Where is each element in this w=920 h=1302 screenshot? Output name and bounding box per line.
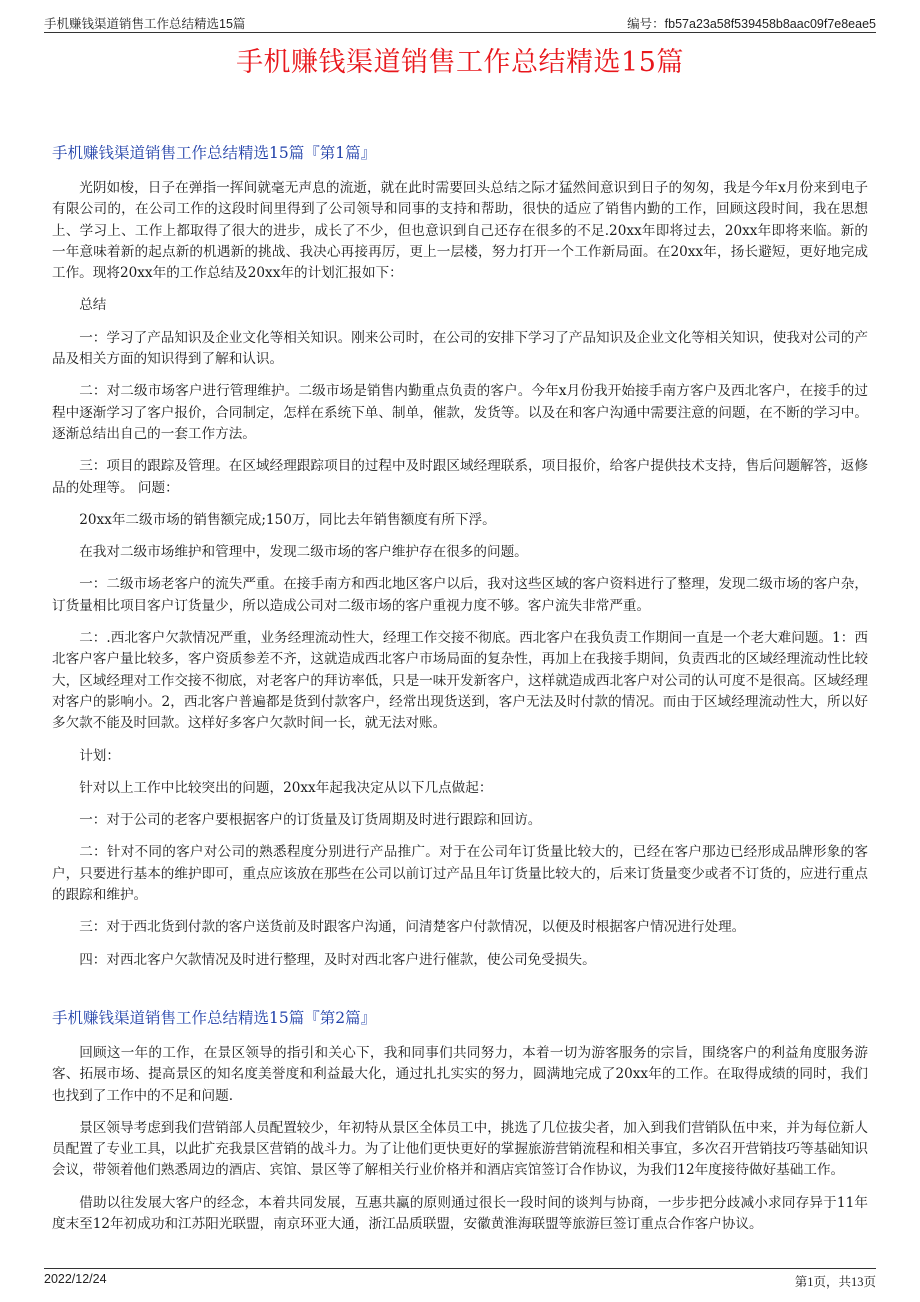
- paragraph: 景区领导考虑到我们营销部人员配置较少，年初特从景区全体员工中，挑选了几位拔尖者，加入到我们营销队伍中来，并为每位新人员配置了专业工具，以此扩充我景区营销的战斗力。为了让他们更快更好的掌握旅游营销流程和相关事宜，多次召开营销技巧等基础知识会议，带领着他们熟悉周边的酒店、宾馆、景区等了解相关行业价格并和酒店宾馆签订合作协议，为我们12年度接待做好基础工作。: [52, 1119, 868, 1179]
- paragraph: 针对以上工作中比较突出的问题，20xx年起我决定从以下几点做起：: [79, 779, 493, 796]
- paragraph: 二：.西北客户欠款情况严重，业务经理流动性大，经理工作交接不彻底。西北客户在我负责工作期间一直是一个老大难问题。1：西北客户客户量比较多，客户资质参差不齐，这就造成西北客户市场局面的复杂性，再加上在我接手期间，负责西北的区域经理流动性比较大，区域经理对工作交接不彻底，对老客户的拜访率低，只是一味开发新客户，这样就造成西北客户对公司的认可度不是很高。区域经理对客户的影响小。2，西北客户普遍都是货到付款客户，经常出现货送到，客户无法及时付款的情况。而由于区域经理流动性大，所以好多欠款不能及时回款。这样好多客户欠款时间一长，就无法对账。: [52, 630, 868, 732]
- document-title: 手机赚钱渠道销售工作总结精选15篇: [236, 47, 684, 78]
- paragraph: 二：针对不同的客户对公司的熟悉程度分别进行产品推广。对于在公司年订货量比较大的，已经在客户那边已经形成品牌形象的客户，只要进行基本的维护即可，重点应该放在那些在公司以前订过产品且年订货量比较大的，后来订货量变少或者不订货的，应进行重点的跟踪和维护。: [52, 844, 868, 904]
- section-2-body: [52, 1043, 868, 1235]
- paragraph: 计划：: [79, 747, 120, 764]
- header-doc-title: 手机赚钱渠道销售工作总结精选15篇: [44, 17, 246, 31]
- paragraph: 20xx年二级市场的销售额完成;150万，同比去年销售额度有所下浮。: [79, 511, 496, 528]
- page-header: [44, 12, 876, 33]
- footer-page-number: 第1页，共13页: [794, 1275, 876, 1289]
- header-doc-id: 编号：fb57a23a58f539458b8aac09f7e8eae5: [627, 17, 876, 31]
- footer-date: 2022/12/24: [44, 1272, 107, 1286]
- paragraph: 在我对二级市场维护和管理中，发现二级市场的客户维护存在很多的问题。: [79, 544, 528, 561]
- paragraph: 一：对于公司的老客户要根据客户的订货量及订货周期及时进行跟踪和回访。: [79, 812, 542, 829]
- section-heading-1: 手机赚钱渠道销售工作总结精选15篇『第1篇』: [52, 144, 377, 162]
- paragraph: 借助以往发展大客户的经念，本着共同发展，互惠共赢的原则通过很长一段时间的谈判与协商，一步步把分歧减小求同存异于11年度末至12年初成功和江苏阳光联盟，南京环亚大通，浙江品质联盟，安徽黄淮海联盟等旅游巨签订重点合作客户协议。: [52, 1194, 868, 1232]
- section-1-body: [52, 178, 868, 971]
- page-footer: [44, 1268, 876, 1287]
- paragraph: 三：项目的跟踪及管理。在区域经理跟踪项目的过程中及时跟区域经理联系，项目报价，给客户提供技术支持，售后问题解答，返修品的处理等。 问题：: [52, 458, 868, 496]
- paragraph: 光阴如梭，日子在弹指一挥间就毫无声息的流逝，就在此时需要回头总结之际才猛然间意识到日子的匆匆，我是今年x月份来到电子有限公司的，在公司工作的这段时间里得到了公司领导和同事的支持和帮助，很快的适应了销售内勤的工作，回顾这段时间，我在思想上、学习上、工作上都取得了很大的进步，成长了不少，但也意识到自己还存在很多的不足.20xx年即将过去，20xx年即将来临。新的一年意味着新的起点新的机遇新的挑战、我决心再接再厉，更上一层楼，努力打开一个工作新局面。在20xx年，扬长避短，更好地完成工作。现将20xx年的工作总结及20xx年的计划汇报如下：: [52, 180, 868, 282]
- paragraph: 一：二级市场老客户的流失严重。在接手南方和西北地区客户以后，我对这些区域的客户资料进行了整理，发现二级市场的客户杂，订货量相比项目客户订货量少，所以造成公司对二级市场的客户重视力度不够。客户流失非常严重。: [52, 576, 868, 614]
- paragraph: 一：学习了产品知识及企业文化等相关知识。刚来公司时，在公司的安排下学习了产品知识及企业文化等相关知识，使我对公司的产品及相关方面的知识得到了解和认识。: [52, 329, 868, 368]
- document-body: [52, 142, 868, 1246]
- paragraph: 总结: [79, 297, 107, 314]
- paragraph: 三：对于西北货到付款的客户送货前及时跟客户沟通，问清楚客户付款情况，以便及时根据客户情况进行处理。: [79, 919, 746, 936]
- paragraph: 四：对西北客户欠款情况及时进行整理，及时对西北客户进行催款，使公司免受损失。: [79, 951, 596, 968]
- paragraph: 二：对二级市场客户进行管理维护。二级市场是销售内勤重点负责的客户。今年x月份我开始接手南方客户及西北客户，在接手的过程中逐渐学习了客户报价，合同制定，怎样在系统下单、制单，催款，发货等。以及在和客户沟通中需要注意的问题，在不断的学习中。逐渐总结出自己的一套工作方法。: [52, 383, 868, 442]
- section-heading-2: 手机赚钱渠道销售工作总结精选15篇『第2篇』: [52, 1008, 377, 1027]
- paragraph: 回顾这一年的工作，在景区领导的指引和关心下，我和同事们共同努力，本着一切为游客服务的宗旨，围绕客户的利益角度服务游客、拓展市场、提高景区的知名度美誉度和利益最大化，通过扎扎实实的努力，圆满地完成了20xx年的工作。在取得成绩的同时，我们也找到了工作中的不足和问题.: [52, 1044, 868, 1104]
